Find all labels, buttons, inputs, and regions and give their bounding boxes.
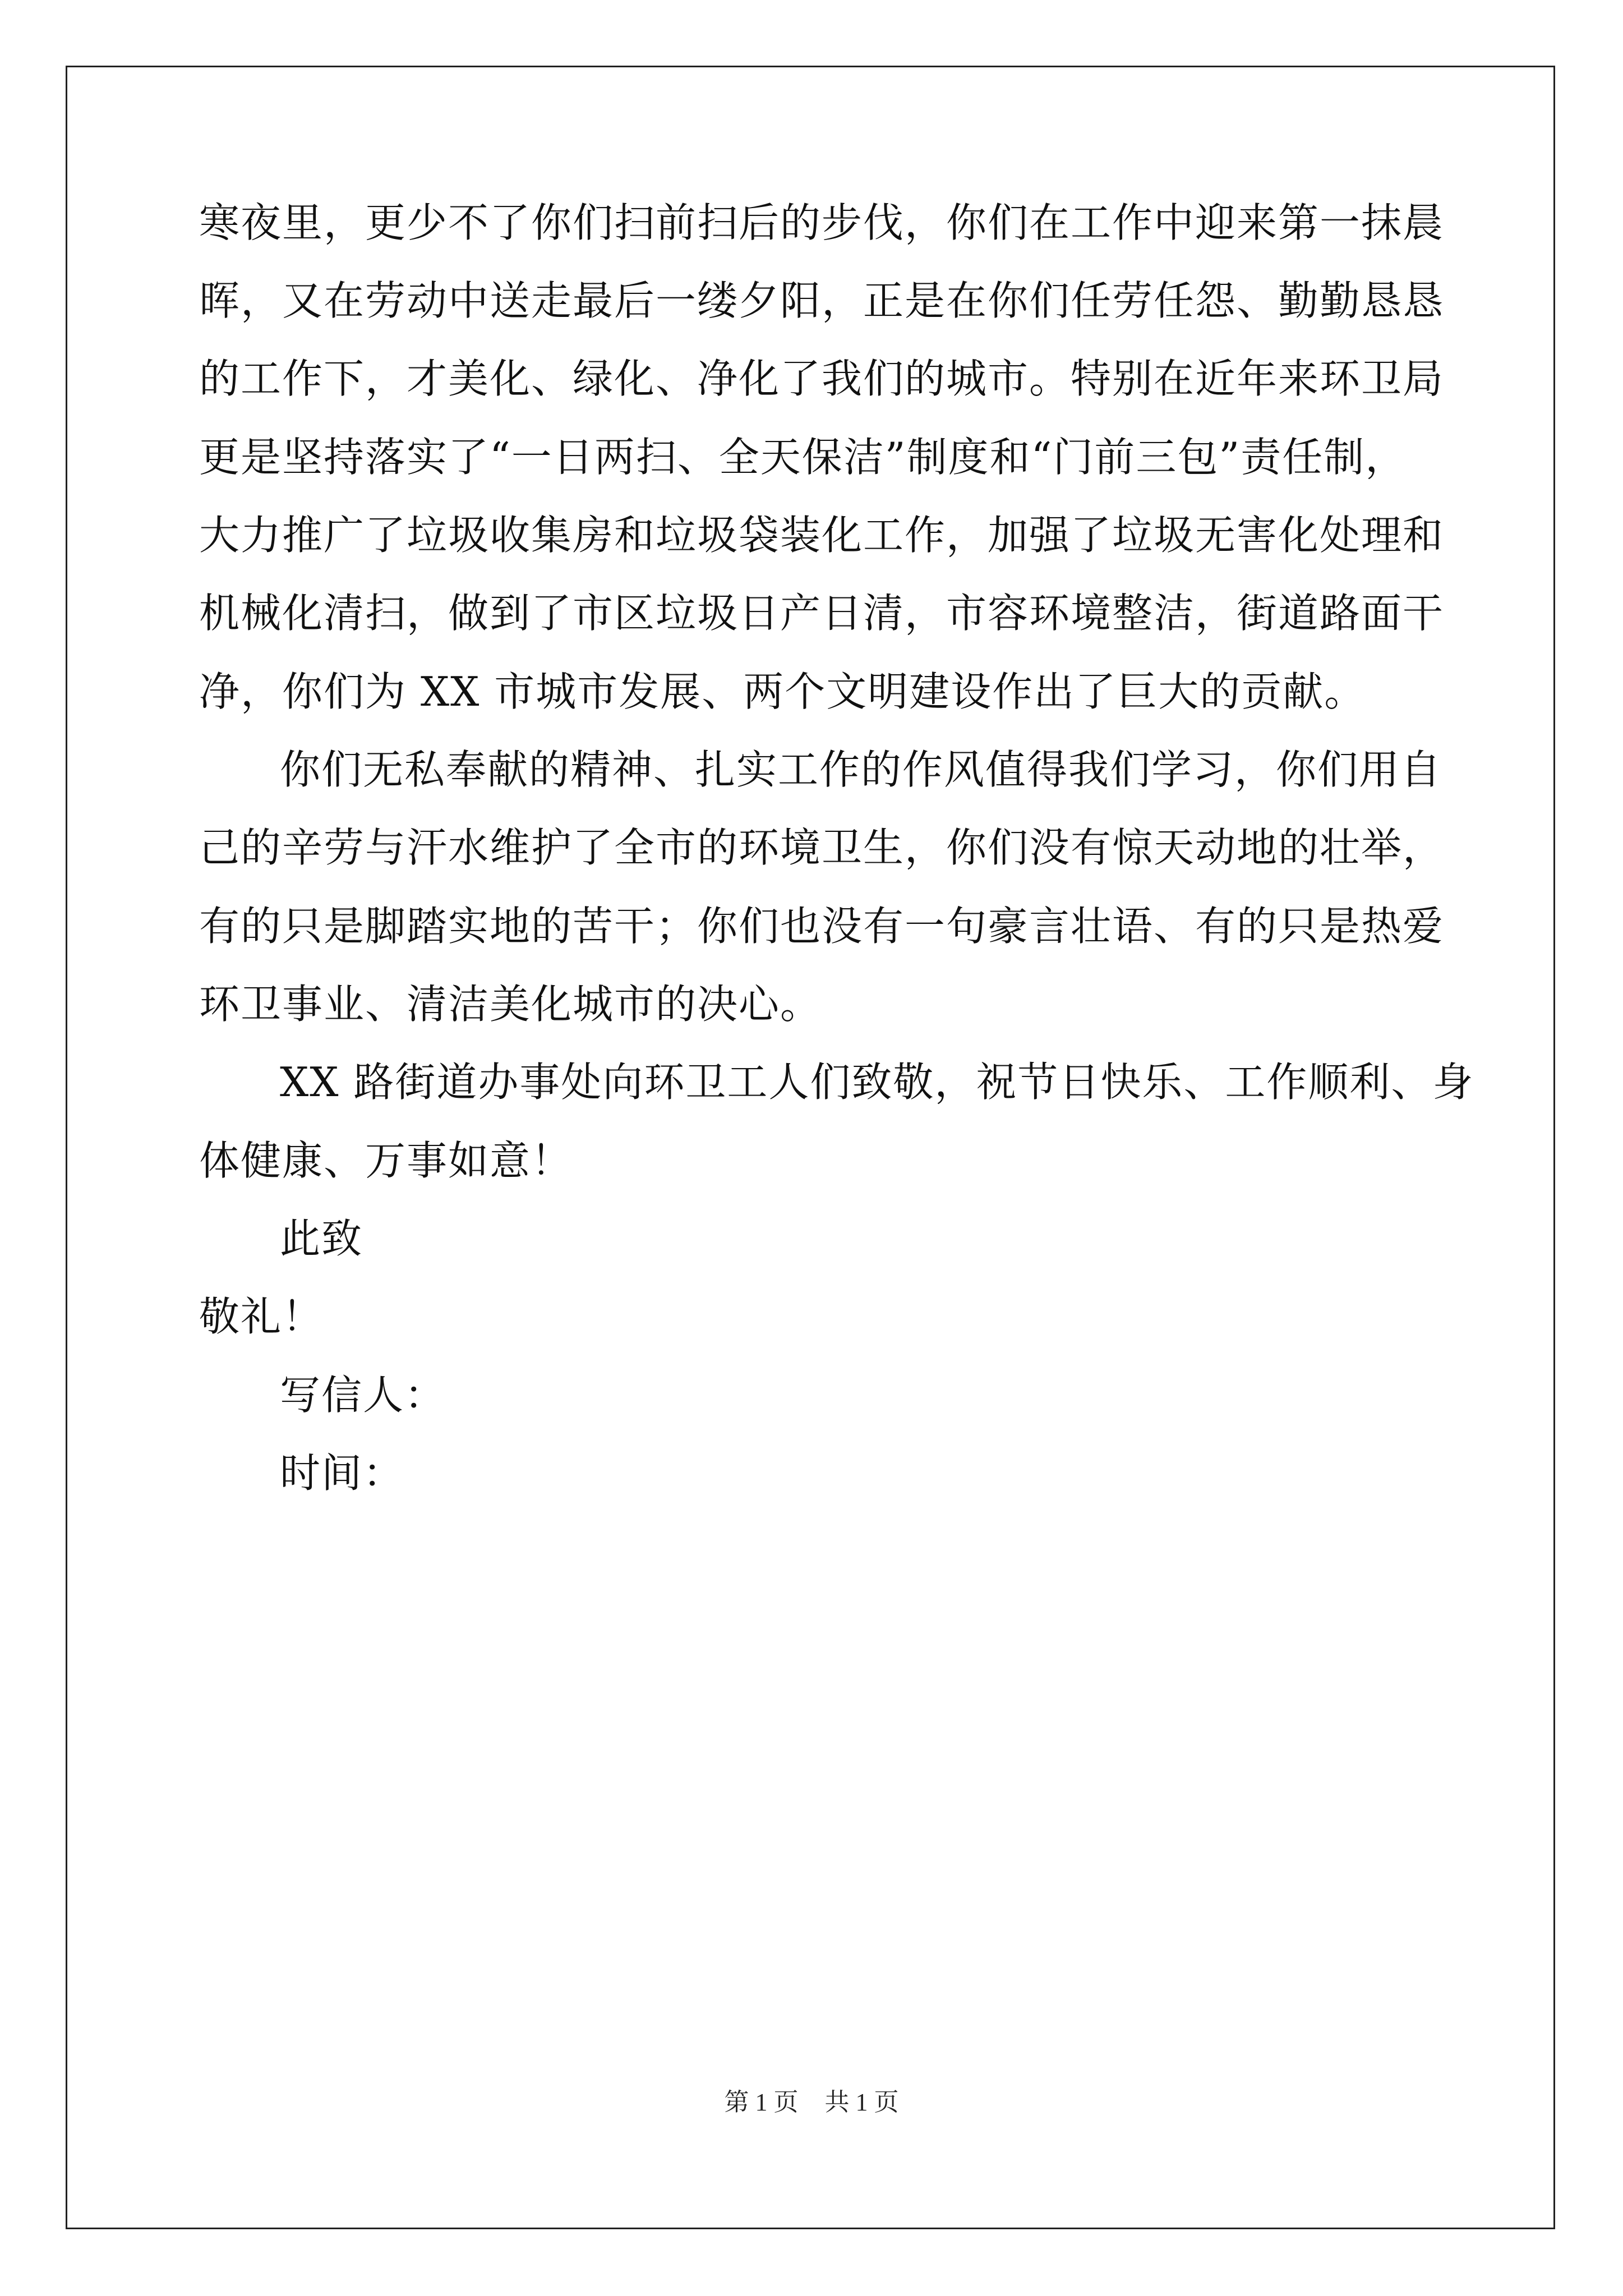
text-line: 更是坚持落实了“一日两扫、全天保洁”制度和“门前三包”责任制， xyxy=(199,434,1407,481)
text-line: 己的辛劳与汗水维护了全市的环境卫生，你们没有惊天动地的壮举， xyxy=(199,824,1445,871)
text-line: 体健康、万事如意！ xyxy=(199,1137,573,1184)
text-line: 机械化清扫，做到了市区垃圾日产日清，市容环境整洁，街道路面干 xyxy=(199,590,1445,637)
signature-label: 写信人： xyxy=(280,1372,446,1419)
page-footer xyxy=(0,2086,1623,2119)
text-line: 的工作下，才美化、绿化、净化了我们的城市。特别在近年来环卫局 xyxy=(199,355,1445,402)
closing-regards: 敬礼！ xyxy=(199,1293,324,1340)
page-number: 第 1 页 xyxy=(724,2088,799,2116)
paragraph-first-line: XX 路街道办事处向环卫工人们致敬，祝节日快乐、工作顺利、身 xyxy=(280,1059,1474,1106)
date-label: 时间： xyxy=(280,1450,405,1497)
text-line: 大力推广了垃圾收集房和垃圾袋装化工作，加强了垃圾无害化处理和 xyxy=(199,512,1445,559)
text-line: 环卫事业、清洁美化城市的决心。 xyxy=(199,981,822,1028)
text-line: 晖，又在劳动中送走最后一缕夕阳，正是在你们任劳任怨、勤勤恳恳 xyxy=(199,277,1445,324)
text-line: 有的只是脚踏实地的苦干；你们也没有一句豪言壮语、有的只是热爱 xyxy=(199,903,1445,950)
text-line: 净，你们为 XX 市城市发展、两个文明建设作出了巨大的贡献。 xyxy=(199,668,1366,715)
closing-salutation: 此致 xyxy=(280,1215,363,1262)
paragraph-first-line: 你们无私奉献的精神、扎实工作的作风值得我们学习，你们用自 xyxy=(280,746,1442,793)
page-total: 共 1 页 xyxy=(824,2088,899,2116)
text-line: 寒夜里，更少不了你们扫前扫后的步伐，你们在工作中迎来第一抹晨 xyxy=(199,199,1445,246)
